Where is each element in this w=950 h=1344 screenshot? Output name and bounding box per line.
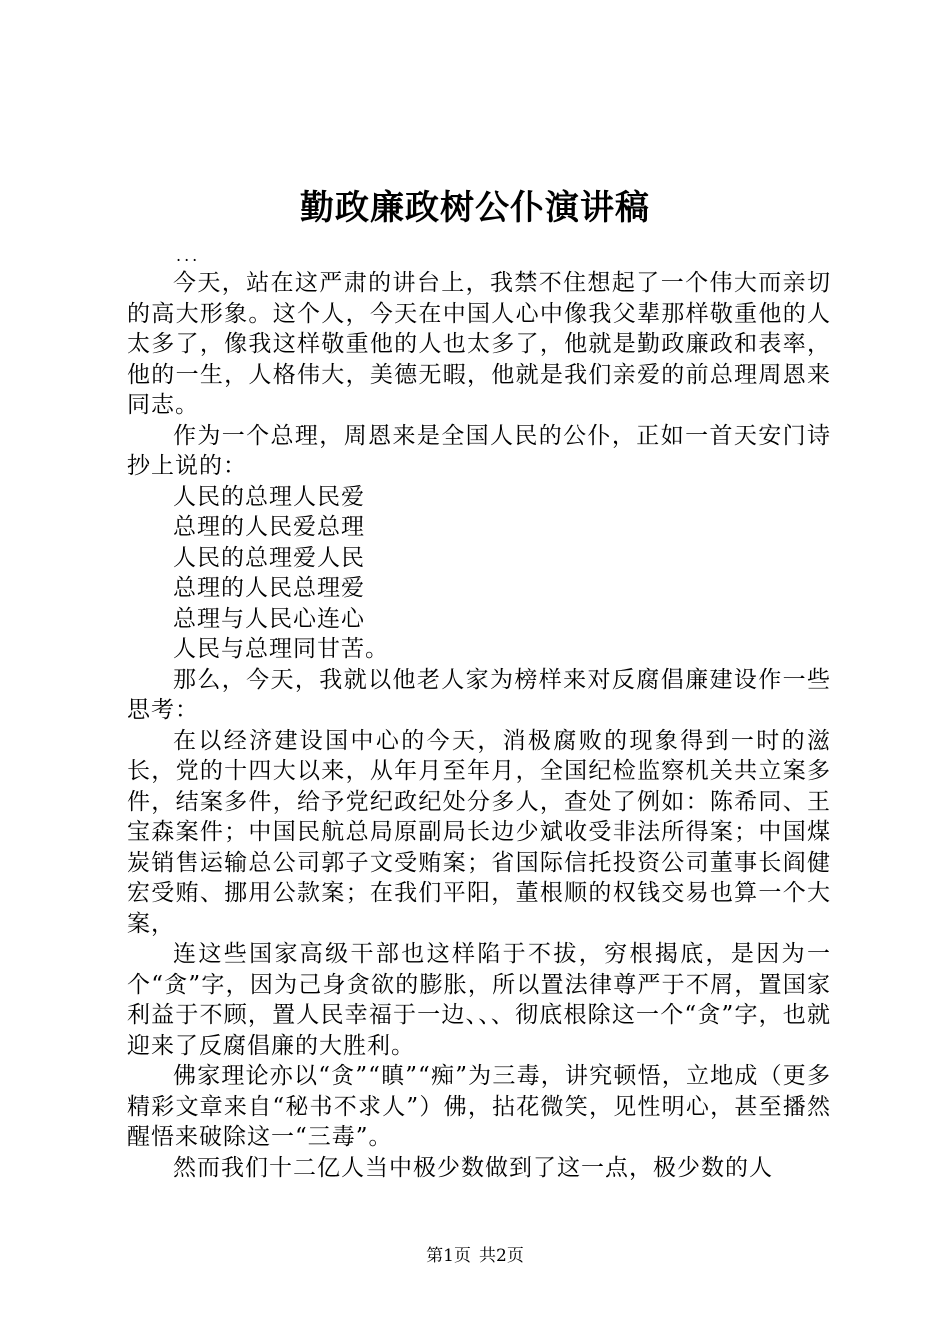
poem-line: 人民的总理人民爱	[173, 483, 365, 510]
paragraph: 在以经济建设国中心的今天，消极腐败的现象得到一时的滋长，党的十四大以来，从年月至年月，全国纪检监察机关共立案多件，结案多件，给予党纪政纪处分多人，查处了例如：陈希同、王宝森案件；中国民航总局原副局长边少斌收受非法所得案；中国煤炭销售运输总公司郭子文受贿案；省国际信托投资公司董事长阎健宏受贿、挪用公款案；在我们平阳，董根顺的权钱交易也算一个大案，	[127, 727, 831, 937]
paragraph: 佛家理论亦以“贪”“瞋”“痴”为三毒，讲究顿悟，立地成（更多精彩文章来自“秘书不求人”）佛，拈花微笑，见性明心，甚至播然醒悟来破除这一“三毒”。	[127, 1063, 831, 1150]
poem-line: 总理的人民总理爱	[173, 575, 365, 601]
paragraph: 连这些国家高级干部也这样陷于不拔，穷根揭底，是因为一个“贪”字，因为己身贪欲的膨胀，所以置法律尊严于不屑，置国家利益于不顾，置人民幸福于一边、、、彻底根除这一个“贪”字，也就迎来了反腐倡廉的大胜利。	[127, 941, 831, 1059]
poem-line: 总理与人民心连心	[173, 605, 365, 632]
paragraph: 那么，今天，我就以他老人家为榜样来对反腐倡廉建设作一些思考：	[127, 666, 831, 723]
page-total: 共2页	[479, 1246, 524, 1266]
paragraph: 然而我们十二亿人当中极少数做到了这一点，极少数的人	[173, 1154, 773, 1181]
ellipsis-marker: ...	[176, 246, 201, 265]
poem-line: 人民的总理爱人民	[173, 544, 365, 571]
page-footer	[0, 1245, 950, 1267]
poem-line: 总理的人民爱总理	[173, 514, 365, 540]
paragraph: 今天，站在这严肃的讲台上，我禁不住想起了一个伟大而亲切的高大形象。这个人，今天在中国人心中像我父辈那样敬重他的人太多了，像我这样敬重他的人也太多了，他就是勤政廉政和表率，他的一生，人格伟大，美德无暇，他就是我们亲爱的前总理周恩来同志。	[127, 270, 831, 418]
poem-line: 人民与总理同甘苦。	[173, 636, 389, 662]
page-number: 第1页	[426, 1246, 471, 1266]
document-title: 勤政廉政树公仆演讲稿	[300, 188, 650, 228]
document-body	[127, 268, 831, 1183]
paragraph: 作为一个总理，周恩来是全国人民的公仆，正如一首天安门诗抄上说的：	[127, 422, 831, 479]
